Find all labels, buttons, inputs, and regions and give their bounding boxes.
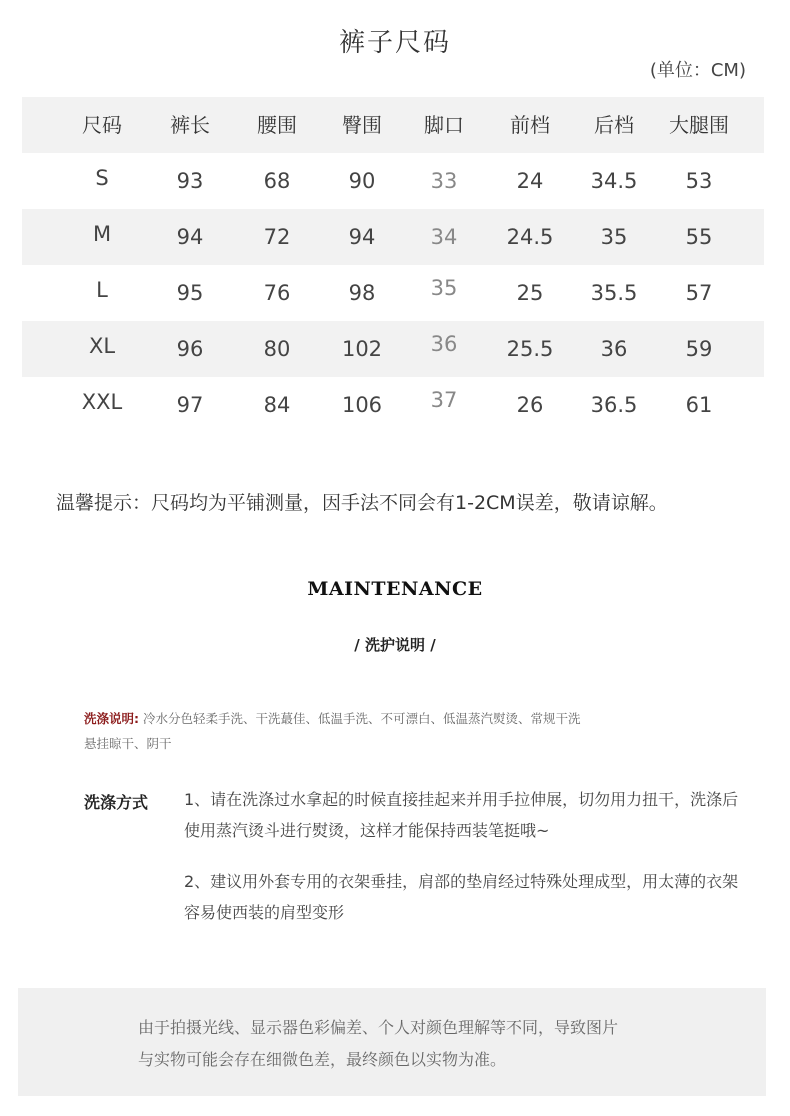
table-cell: 96	[176, 337, 204, 361]
table-cell: 35	[430, 276, 458, 300]
table-cell: XL	[88, 334, 116, 358]
table-cell: 61	[685, 393, 713, 417]
table-cell: 72	[263, 225, 291, 249]
table-cell: S	[95, 166, 109, 190]
table-cell: 34.5	[590, 169, 638, 193]
size-table	[22, 97, 764, 433]
table-cell: 37	[430, 388, 458, 412]
table-header-cell: 大腿围	[669, 113, 729, 137]
table-header-cell: 臀围	[342, 113, 382, 137]
table-cell: 36	[600, 337, 628, 361]
table-cell: 36	[430, 332, 458, 356]
table-cell: 102	[341, 337, 383, 361]
table-cell: 34	[430, 225, 458, 249]
table-cell: 84	[263, 393, 291, 417]
table-cell: 24.5	[506, 225, 554, 249]
table-cell: 59	[685, 337, 713, 361]
page-title: 裤子尺码	[338, 28, 451, 58]
table-cell: 35.5	[590, 281, 638, 305]
table-cell: 25.5	[506, 337, 554, 361]
wash-text-2: 悬挂晾干、阴干	[84, 736, 172, 751]
table-row	[22, 265, 764, 321]
unit-note: (单位：CM)	[649, 60, 746, 81]
table-row	[22, 209, 764, 265]
table-cell: 98	[348, 281, 376, 305]
table-cell: 24	[516, 169, 544, 193]
table-row	[22, 377, 764, 433]
table-cell: 97	[176, 393, 204, 417]
wash-description	[84, 706, 704, 756]
table-cell: L	[96, 278, 108, 302]
table-cell: 53	[685, 169, 713, 193]
method-2: 2、建议用外套专用的衣架垂挂，肩部的垫肩经过特殊处理成型，用太薄的衣架容易使西装的肩型变形	[184, 872, 739, 922]
table-cell: 55	[685, 225, 713, 249]
table-cell: M	[92, 222, 112, 246]
table-cell: 95	[176, 281, 204, 305]
footer-notice	[18, 988, 766, 1096]
maintenance-subtitle: / 洗护说明 /	[354, 636, 436, 654]
footer-line-2: 与实物可能会存在细微色差，最终颜色以实物为准。	[138, 1050, 507, 1069]
table-header-cell: 脚口	[424, 113, 464, 137]
table-cell: 80	[263, 337, 291, 361]
maintenance-title: MAINTENANCE	[307, 578, 483, 600]
table-cell: 93	[176, 169, 204, 193]
table-cell: 68	[263, 169, 291, 193]
table-header-cell: 裤长	[170, 113, 210, 137]
table-header-cell: 尺码	[82, 113, 122, 137]
wash-label: 洗涤说明:	[84, 711, 139, 726]
table-header-row	[22, 97, 764, 153]
table-cell: 57	[685, 281, 713, 305]
table-cell: 25	[516, 281, 544, 305]
table-cell: 106	[341, 393, 383, 417]
table-cell: 76	[263, 281, 291, 305]
table-header-cell: 腰围	[257, 113, 297, 137]
table-row	[22, 321, 764, 377]
table-cell: 90	[348, 169, 376, 193]
table-cell: 94	[348, 225, 376, 249]
table-cell: 33	[430, 169, 458, 193]
table-cell: 94	[176, 225, 204, 249]
tip-text: 温馨提示：尺码均为平铺测量，因手法不同会有1-2CM误差，敬请谅解。	[56, 492, 668, 514]
table-cell: 36.5	[590, 393, 638, 417]
method-label: 洗涤方式	[84, 793, 149, 812]
footer-line-1: 由于拍摄光线、显示器色彩偏差、个人对颜色理解等不同，导致图片	[138, 1018, 619, 1037]
table-header-cell: 后档	[594, 113, 634, 137]
table-header-cell: 前档	[510, 113, 550, 137]
table-cell: 26	[516, 393, 544, 417]
table-row	[22, 153, 764, 209]
wash-text-1: 冷水分色轻柔手洗、干洗蕞佳、低温手洗、不可漂白、低温蒸汽熨烫、常规干洗	[139, 711, 581, 726]
method-1: 1、请在洗涤过水拿起的时候直接挂起来并用手拉伸展，切勿用力扭干，洗涤后使用蒸汽烫斗进行熨烫，这样才能保持西装笔挺哦~	[184, 790, 739, 840]
table-cell: 35	[600, 225, 628, 249]
table-cell: XXL	[81, 390, 123, 414]
